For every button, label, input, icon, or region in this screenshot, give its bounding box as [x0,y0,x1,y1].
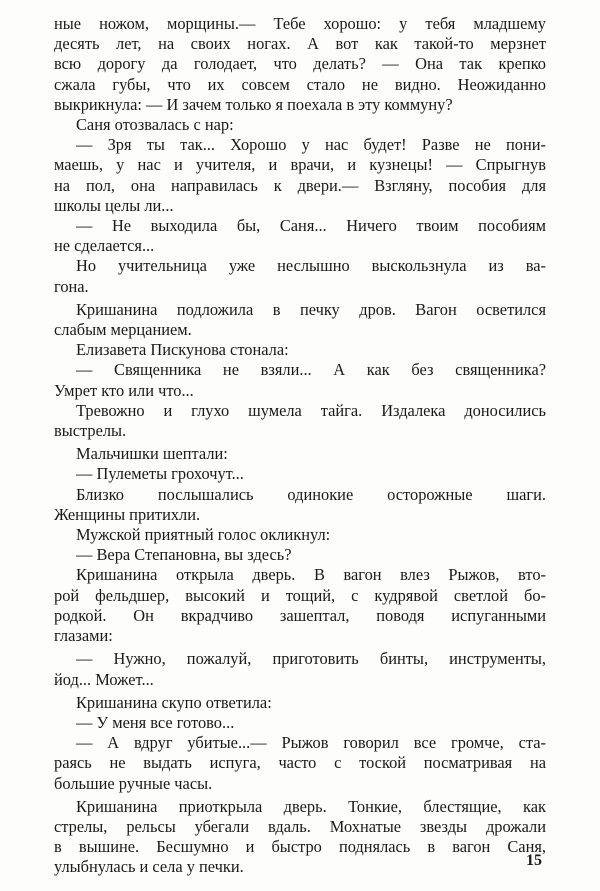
text-line: Близко послышались одинокие осторожные шаги. [76,484,546,504]
text-line: Кришанина открыла дверь. В вагон влез Рыжов, вто- [76,565,546,585]
text-line: Кришанина приоткрыла дверь. Тонкие, блестящие, как [76,796,546,816]
text-line: Кришанина подложила в печку дров. Вагон осветился [76,299,546,319]
text-line: йод... Может... [54,669,154,689]
text-line: Но учительница уже неслышно выскользнула из ва- [76,256,546,276]
text-line: улыбнулась и села у печки. [54,857,244,877]
text-line: выкрикнула: — И зачем только я поехала в эту коммуну? [54,94,453,114]
text-line: гона. [54,276,89,296]
text-line: Умрет кто или что... [54,380,194,400]
text-line: десять лет, на своих ногах. А вот как такой-то мерзнет [54,34,546,54]
text-line: — Не выходила бы, Саня... Ничего твоим пособиям [76,216,546,236]
text-line: слабым мерцанием. [54,320,192,340]
text-line: маешь, у нас и учителя, и врачи, и кузнецы! — Спрыгнув [54,155,546,175]
text-line: Женщины притихли. [54,504,201,524]
text-line: — Вера Степановна, вы здесь? [76,545,292,565]
text-line: не сделается... [54,236,155,256]
text-line: в вышине. Бесшумно и быстро поднялась в вагон Саня, [54,837,546,857]
text-line: — Священника не взяли... А как без священника? [76,360,546,380]
text-line: — Зря ты так... Хорошо у нас будет! Разве не пони- [76,135,546,155]
text-line: Тревожно и глухо шумела тайга. Издалека доносились [76,400,546,420]
text-line: рой фельдшер, высокий и тощий, с кудрявой светлой бо- [54,585,546,605]
text-line: большие ручные часы. [54,773,213,793]
text-line: Кришанина скупо ответила: [76,692,272,712]
text-line: родкой. Он вкрадчиво зашептал, поводя испуганными [54,605,546,625]
text-line: на пол, она направилась к двери.— Взгляну, пособия для [54,175,546,195]
text-line: всю дорогу да голодает, что делать? — Она так крепко [54,54,546,74]
text-line: — У меня все готово... [76,712,235,732]
body-text [54,14,546,878]
text-line: раясь не выдать испуга, часто с тоской посматривая на [54,753,546,773]
text-line: ные ножом, морщины.— Тебе хорошо: у тебя младшему [54,14,546,33]
page-number: 15 [526,852,542,869]
text-line: сжала губы, что их совсем стало не видно. Неожиданно [54,74,546,94]
text-line: Мальчишки шептали: [76,444,228,464]
text-line: Елизавета Пискунова стонала: [76,340,289,360]
text-line: школы целы ли... [54,195,174,215]
text-line: стрелы, рельсы убегали вдаль. Мохнатые звезды дрожали [54,816,546,836]
text-line: — Нужно, пожалуй, приготовить бинты, инструменты, [76,649,546,669]
text-line: глазами: [54,626,113,646]
text-line: — А вдруг убитые...— Рыжов говорил все громче, ста- [76,733,546,753]
text-line: Мужской приятный голос окликнул: [76,525,331,545]
text-line: выстрелы. [54,421,127,441]
text-line: Саня отозвалась с нар: [76,115,234,135]
text-line: — Пулеметы грохочут... [76,464,244,484]
